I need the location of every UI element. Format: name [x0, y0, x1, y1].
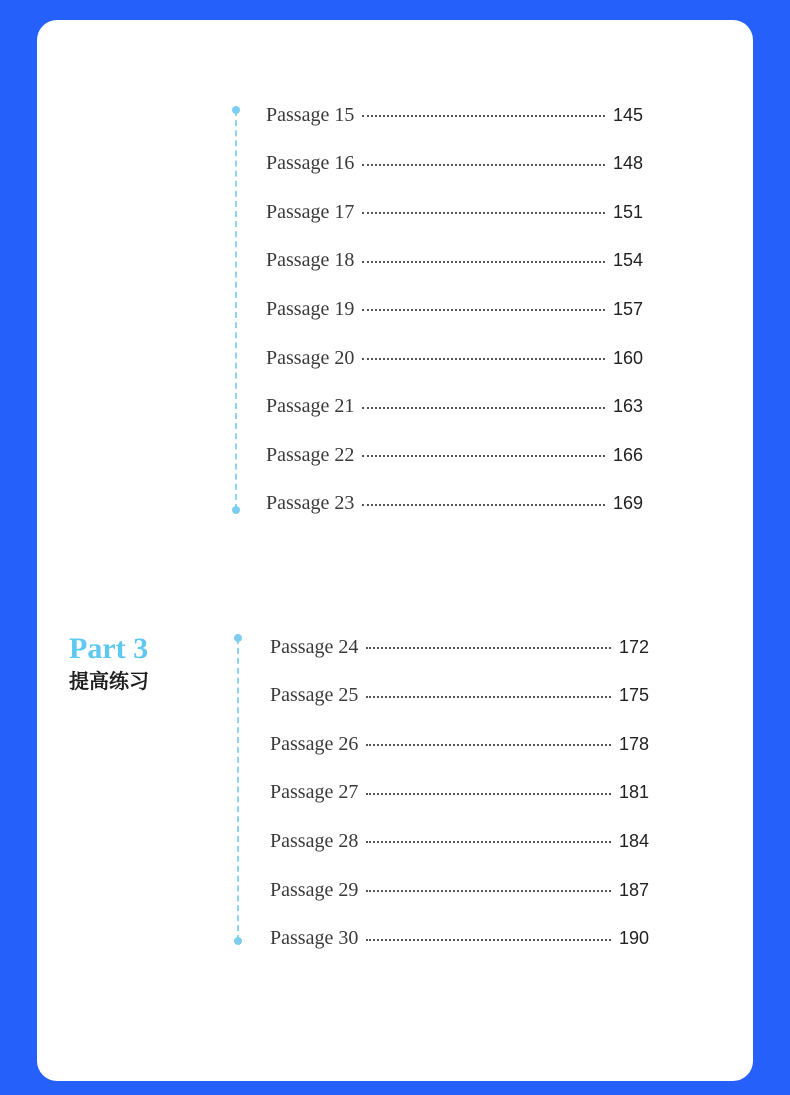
- entry-page-number: 184: [618, 830, 649, 851]
- toc-entry[interactable]: [266, 149, 643, 179]
- entry-page-number: 172: [618, 636, 649, 657]
- entry-label: Passage 19: [266, 297, 355, 320]
- dot-leader: [366, 939, 611, 941]
- entry-label: Passage 15: [266, 103, 355, 126]
- entry-label: Passage 16: [266, 152, 355, 175]
- dot-leader: [366, 890, 611, 892]
- toc-entry[interactable]: [270, 729, 649, 759]
- toc-entry[interactable]: [270, 632, 649, 662]
- entry-label: Passage 23: [266, 492, 355, 515]
- dot-leader: [362, 455, 605, 457]
- toc-entry[interactable]: [266, 197, 643, 227]
- toc-entry[interactable]: [266, 294, 643, 324]
- entry-label: Passage 18: [266, 249, 355, 272]
- dot-leader: [362, 212, 605, 214]
- toc-entry[interactable]: [266, 392, 643, 422]
- toc-entry[interactable]: [266, 343, 643, 373]
- entry-page-number: 154: [612, 250, 643, 271]
- page-card: [37, 20, 753, 1081]
- dot-leader: [366, 744, 611, 746]
- dot-leader: [366, 647, 611, 649]
- entry-page-number: 145: [612, 104, 643, 125]
- toc-entry[interactable]: [270, 826, 649, 856]
- timeline-start-dot: [234, 634, 242, 642]
- entry-page-number: 148: [612, 153, 643, 174]
- toc-entry[interactable]: [270, 924, 649, 954]
- entry-page-number: 157: [612, 298, 643, 319]
- entry-page-number: 163: [612, 396, 643, 417]
- timeline-end-dot: [232, 506, 240, 514]
- timeline-start-dot: [232, 106, 240, 114]
- entry-label: Passage 30: [270, 927, 359, 950]
- part-heading: [69, 631, 149, 694]
- part-title: Part 3: [69, 632, 149, 665]
- entry-label: Passage 22: [266, 443, 355, 466]
- toc-entry[interactable]: [266, 489, 643, 519]
- dot-leader: [362, 261, 605, 263]
- dot-leader: [362, 309, 605, 311]
- entry-label: Passage 24: [270, 635, 359, 658]
- timeline-end-dot: [234, 937, 242, 945]
- entry-page-number: 178: [618, 733, 649, 754]
- entry-page-number: 151: [612, 201, 643, 222]
- dot-leader: [362, 115, 605, 117]
- dot-leader: [366, 841, 611, 843]
- entry-page-number: 181: [618, 782, 649, 803]
- toc-entry[interactable]: [270, 681, 649, 711]
- entry-label: Passage 17: [266, 200, 355, 223]
- dot-leader: [366, 793, 611, 795]
- dot-leader: [362, 358, 605, 360]
- entry-label: Passage 20: [266, 346, 355, 369]
- dot-leader: [362, 504, 605, 506]
- entry-page-number: 190: [618, 928, 649, 949]
- toc-entry[interactable]: [270, 875, 649, 905]
- part-subtitle: 提高练习: [69, 669, 149, 693]
- toc-entry[interactable]: [266, 246, 643, 276]
- entry-page-number: 175: [618, 685, 649, 706]
- entry-label: Passage 25: [270, 684, 359, 707]
- timeline-line: [235, 110, 237, 510]
- entry-label: Passage 26: [270, 732, 359, 755]
- entry-page-number: 187: [618, 879, 649, 900]
- toc-entry[interactable]: [270, 778, 649, 808]
- entry-page-number: 160: [612, 347, 643, 368]
- toc-entry[interactable]: [266, 440, 643, 470]
- entry-label: Passage 28: [270, 829, 359, 852]
- entry-label: Passage 21: [266, 395, 355, 418]
- entry-page-number: 169: [612, 493, 643, 514]
- entry-label: Passage 29: [270, 878, 359, 901]
- dot-leader: [366, 696, 611, 698]
- dot-leader: [362, 407, 605, 409]
- timeline-line: [237, 638, 239, 941]
- dot-leader: [362, 164, 605, 166]
- entry-label: Passage 27: [270, 781, 359, 804]
- toc-entry[interactable]: [266, 100, 643, 130]
- entry-page-number: 166: [612, 444, 643, 465]
